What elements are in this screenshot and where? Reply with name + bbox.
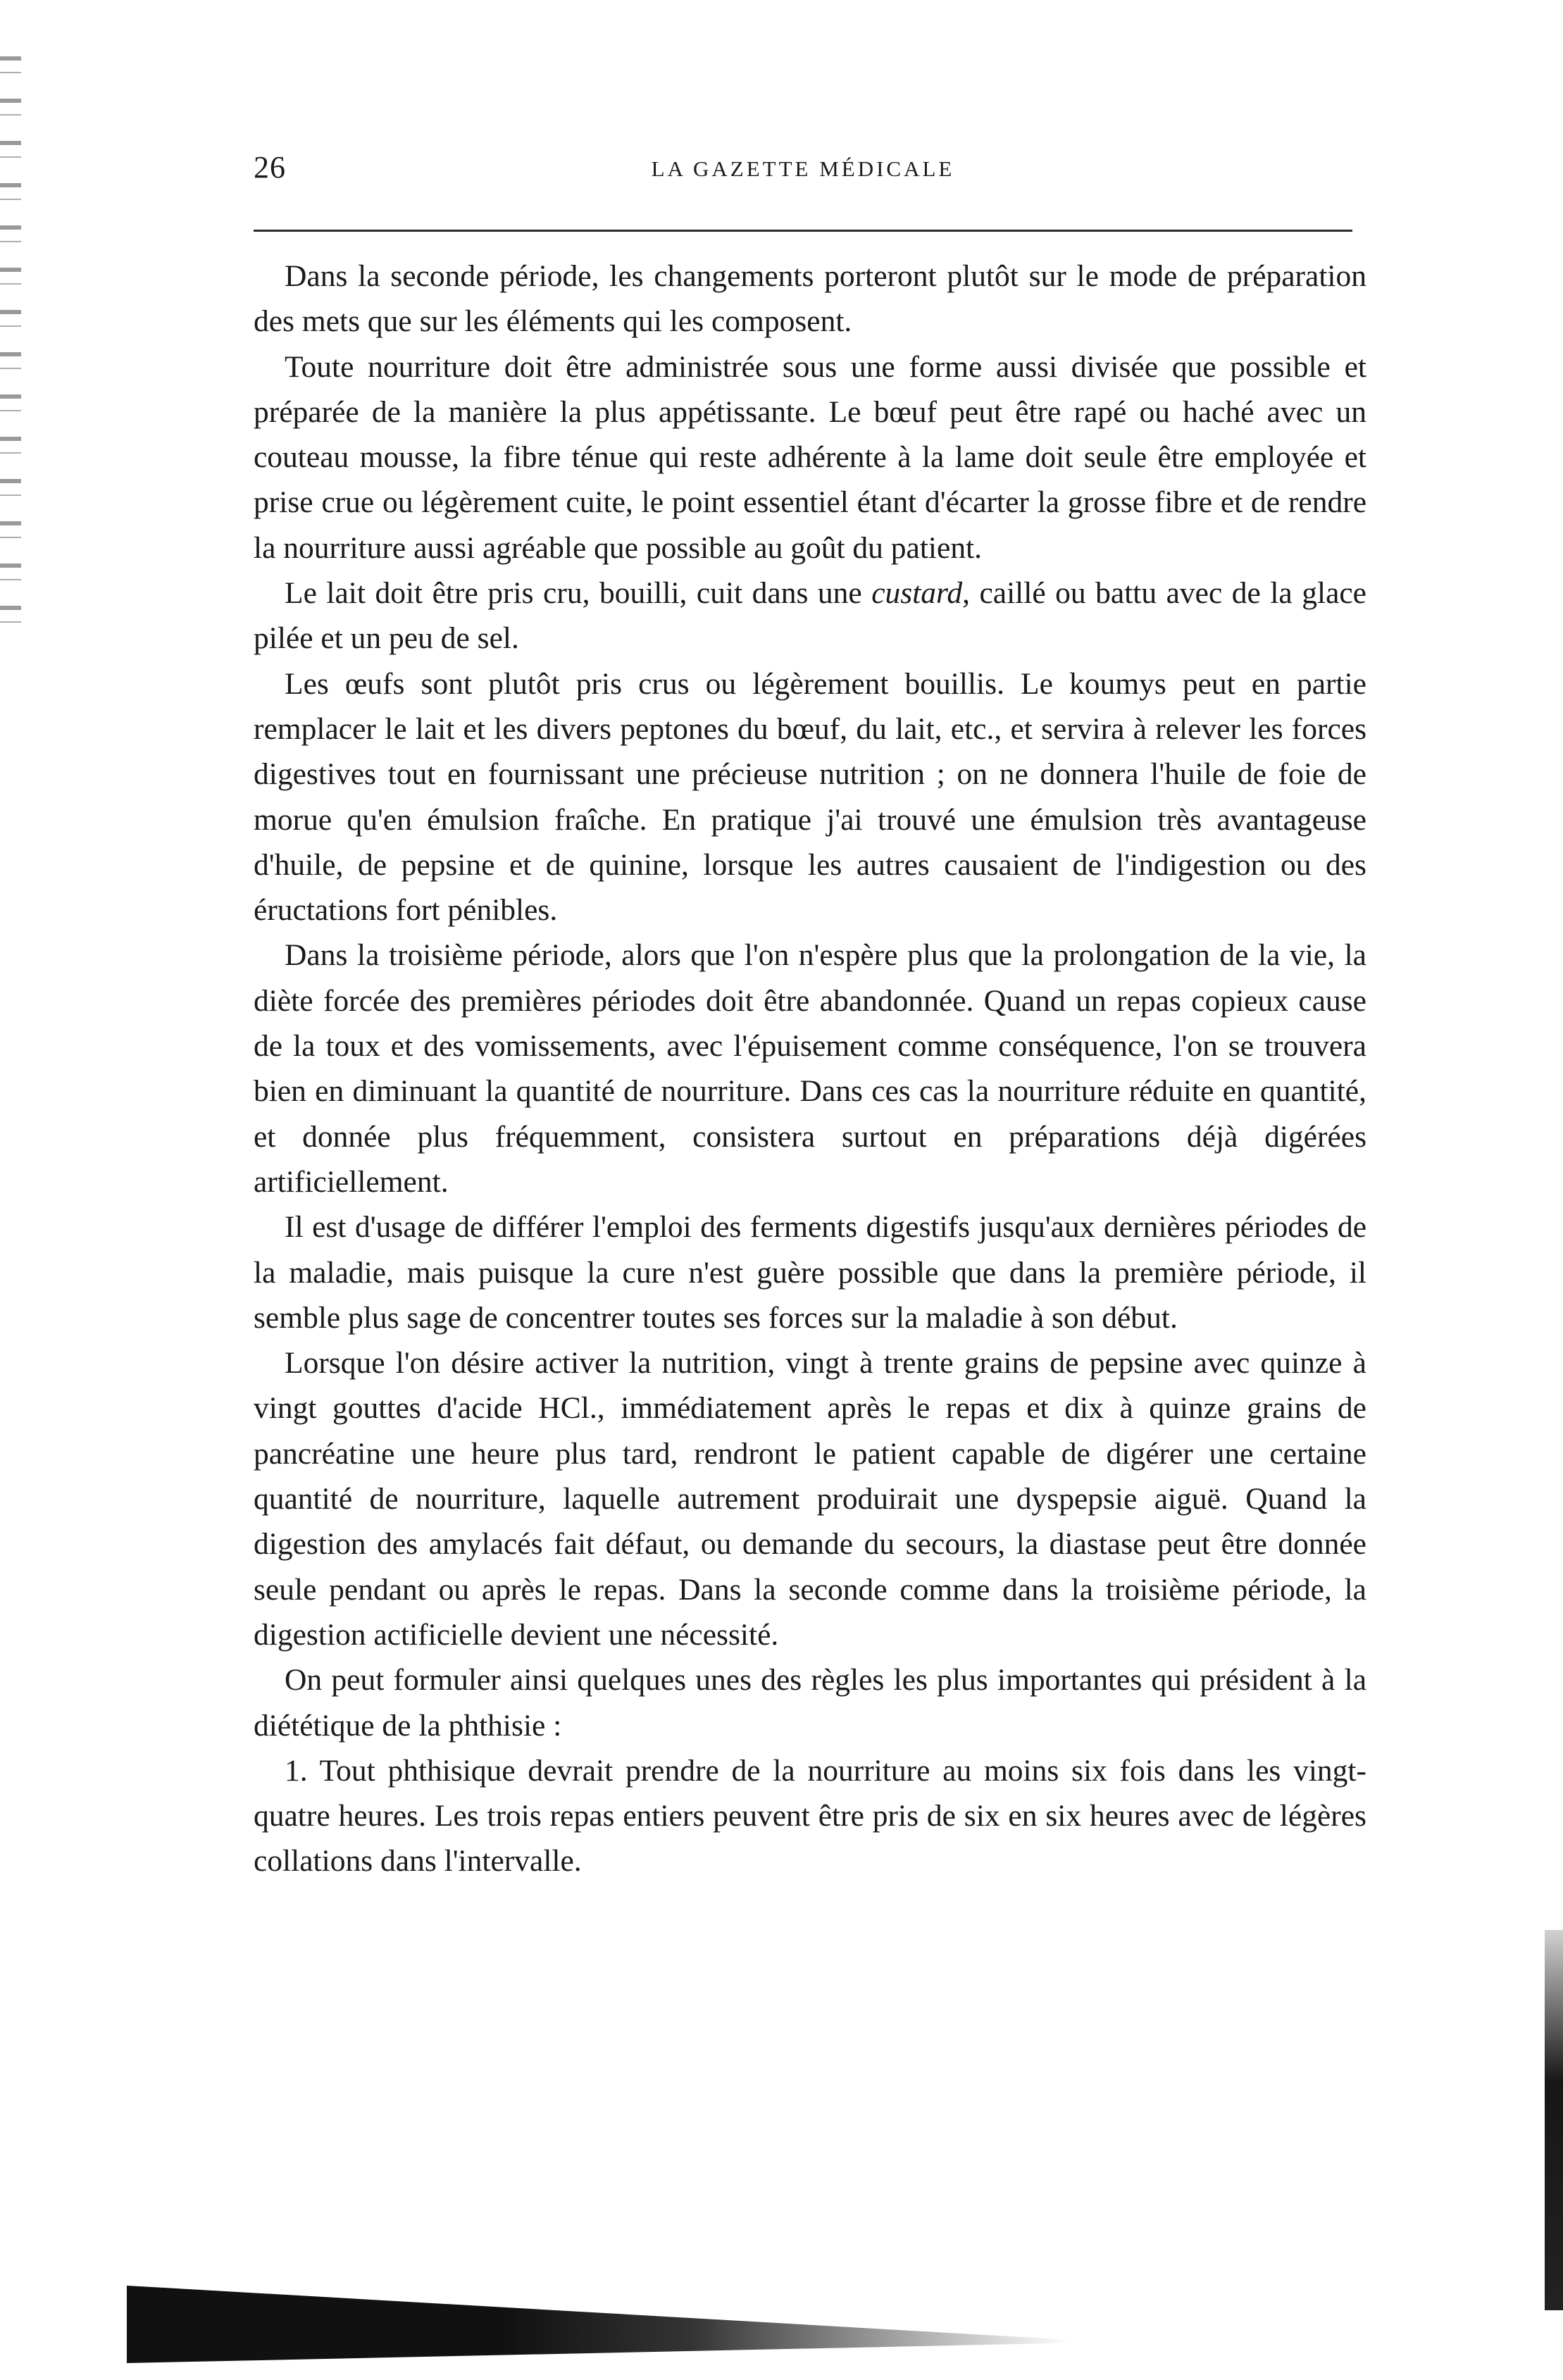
paragraph: Il est d'usage de différer l'emploi des ferments digestifs jusqu'aux dernières périodes de la maladie, mais puisque la cure n'est guère possible que dans la première période, il semble plus sage de concentrer toutes ses forces sur la maladie à son début. — [254, 1210, 1366, 1335]
running-title: LA GAZETTE MÉDICALE — [651, 156, 955, 181]
paragraph-text: Le lait doit être pris cru, bouilli, cuit dans une — [285, 576, 872, 611]
scan-edge-artifact-right — [1545, 1930, 1563, 2310]
scan-bottom-artifact — [127, 2286, 1071, 2363]
paragraph: On peut formuler ainsi quelques unes des règles les plus importantes qui président à la diététique de la phthisie : — [254, 1663, 1366, 1743]
paragraph: Dans la troisième période, alors que l'on n'espère plus que la prolongation de la vie, la diète forcée des premières périodes doit être abandonnée. Quand un repas copieux cause de la toux et des vomissements, avec l'épuisement comme conséquence, l'on se trouvera bien en diminuant la quantité de nourriture. Dans ces cas la nourriture réduite en quantité, et donnée plus fréquemment, consistera surtout en préparations déjà digérées artificiellement. — [254, 938, 1366, 1199]
scan-edge-artifact-left — [0, 56, 21, 634]
paragraph: Les œufs sont plutôt pris crus ou légèrement bouillis. Le koumys peut en partie remplacer le lait et les divers peptones du bœuf, du lait, etc., et servira à relever les forces digestives tout en fournissant une précieuse nutrition ; on ne donnera l'huile de foie de morue qu'en émulsion fraîche. En pratique j'ai trouvé une émulsion très avantageuse d'huile, de pepsine et de quinine, lorsque les autres causaient de l'indigestion ou des éructations fort pénibles. — [254, 666, 1366, 928]
page-header — [254, 149, 1352, 199]
page-number: 26 — [254, 150, 286, 185]
numbered-rule: 1. Tout phthisique devrait prendre de la nourriture au moins six fois dans les vingt-quatre heures. Les trois repas entiers peuvent être pris de six en six heures avec de légères collations dans l'intervalle. — [254, 1753, 1366, 1879]
paragraph: Toute nourriture doit être administrée sous une forme aussi divisée que possible et préparée de la manière la plus appétissante. Le bœuf peut être rapé ou haché avec un couteau mousse, la fibre ténue qui reste adhérente à la lame doit seule être employée et prise crue ou légèrement cuite, le point essentiel étant d'écarter la grosse fibre et de rendre la nourriture aussi agréable que possible au goût du patient. — [254, 349, 1366, 565]
italic-term: custard — [871, 576, 963, 611]
paragraph: Lorsque l'on désire activer la nutrition, vingt à trente grains de pepsine avec quinze à vingt gouttes d'acide HCl., immédiatement après le repas et dix à quinze grains de pancréatine une heure plus tard, rendront le patient capable de digérer une certaine quantité de nourriture, laquelle autrement produirait une dyspepsie aiguë. Quand la digestion des amylacés fait défaut, ou demande du secours, la diastase peut être donnée seule pendant ou après le repas. Dans la seconde comme dans la troisième période, la digestion actificielle devient une nécessité. — [254, 1346, 1366, 1652]
header-rule — [254, 230, 1352, 232]
paragraph-text: , caillé ou battu avec de la glace pilée et un peu de sel. — [254, 576, 1366, 656]
body-text — [254, 254, 1366, 1884]
paragraph: Dans la seconde période, les changements porteront plutôt sur le mode de préparation des mets que sur les éléments qui les composent. — [254, 259, 1366, 339]
paragraph — [254, 571, 1366, 661]
